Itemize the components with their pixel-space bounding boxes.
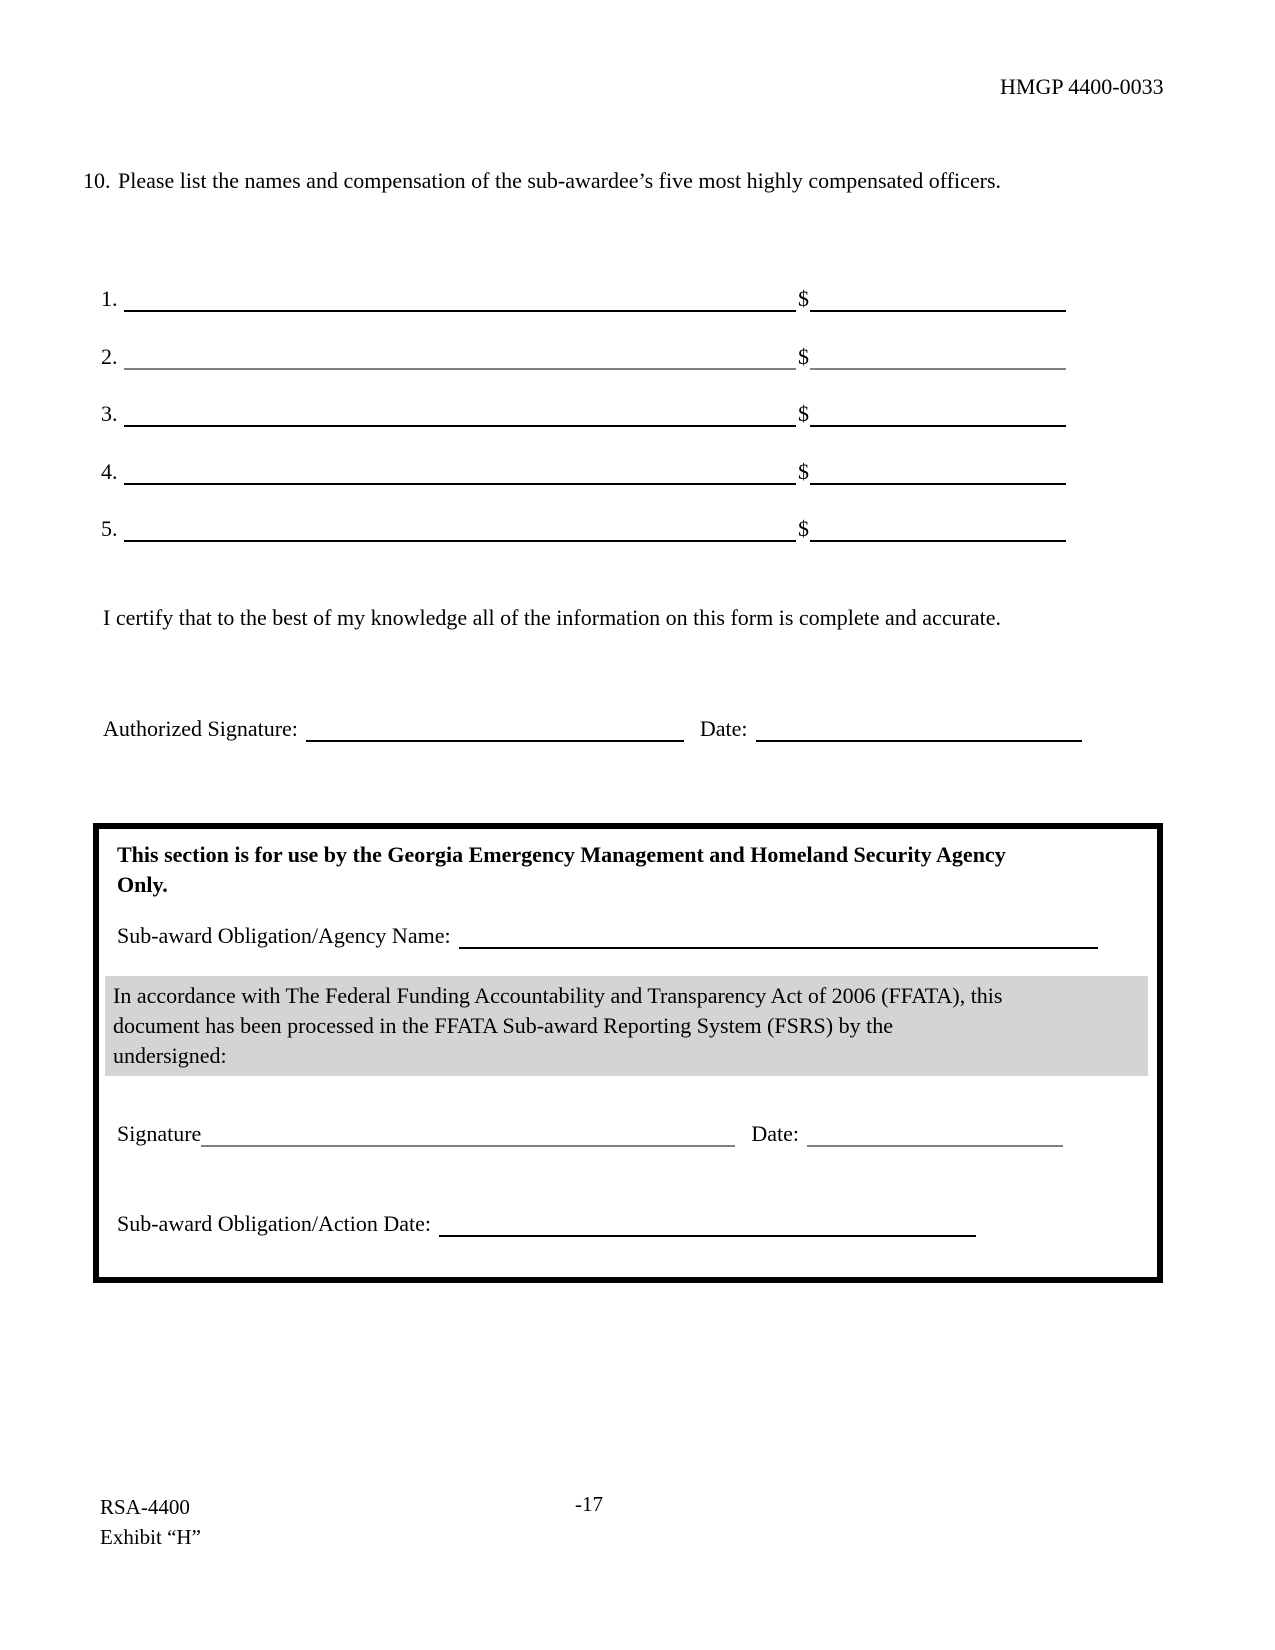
row-number: 4. bbox=[101, 459, 118, 484]
ffata-notice-line-2: document has been processed in the FFATA Sub-award Reporting System (FSRS) by the bbox=[113, 1013, 893, 1038]
row-number: 3. bbox=[101, 401, 118, 426]
officer-compensation-field-2[interactable] bbox=[810, 368, 1066, 370]
officer-name-field-4[interactable] bbox=[124, 483, 796, 485]
officer-name-field-5[interactable] bbox=[124, 540, 796, 542]
gema-signature-row bbox=[117, 1117, 1063, 1147]
agency-name-label: Sub-award Obligation/Agency Name: bbox=[117, 923, 451, 948]
question-number: 10. bbox=[83, 168, 111, 193]
gema-date-label: Date: bbox=[751, 1121, 799, 1146]
officer-row-1 bbox=[101, 282, 1066, 312]
gema-signature-field[interactable] bbox=[201, 1145, 735, 1147]
action-date-field[interactable] bbox=[439, 1235, 976, 1237]
dollar-sign: $ bbox=[798, 286, 809, 311]
authorized-signature-label: Authorized Signature: bbox=[103, 716, 298, 741]
gema-agency-use-section bbox=[93, 823, 1163, 1283]
authorized-date-field[interactable] bbox=[756, 740, 1082, 742]
footer-form-number: RSA-4400 bbox=[100, 1495, 190, 1519]
officer-name-field-2[interactable] bbox=[124, 368, 796, 370]
authorized-signature-row bbox=[103, 712, 1082, 742]
ffata-notice-line-1: In accordance with The Federal Funding Accountability and Transparency Act of 2006 (FFATA), this bbox=[113, 983, 1003, 1008]
gema-heading-line-1: This section is for use by the Georgia Emergency Management and Homeland Security Agency bbox=[117, 842, 1006, 867]
row-number: 1. bbox=[101, 286, 118, 311]
row-number: 2. bbox=[101, 344, 118, 369]
authorized-signature-field[interactable] bbox=[306, 740, 684, 742]
gema-date-field[interactable] bbox=[807, 1145, 1063, 1147]
agency-name-row bbox=[117, 919, 1098, 949]
gema-signature-label: Signature bbox=[117, 1121, 202, 1146]
officer-compensation-field-3[interactable] bbox=[810, 425, 1066, 427]
officer-compensation-field-5[interactable] bbox=[810, 540, 1066, 542]
dollar-sign: $ bbox=[798, 401, 809, 426]
obligation-action-date-row bbox=[117, 1207, 976, 1237]
footer-exhibit-label: Exhibit “H” bbox=[100, 1525, 201, 1549]
date-label: Date: bbox=[699, 716, 748, 741]
footer-form-id bbox=[100, 1492, 201, 1552]
question-10 bbox=[83, 168, 1193, 194]
question-text: Please list the names and compensation of the sub-awardee’s five most highly compensated officers. bbox=[118, 168, 1002, 193]
dollar-sign: $ bbox=[798, 459, 809, 484]
row-number: 5. bbox=[101, 516, 118, 541]
officer-row-4 bbox=[101, 455, 1066, 485]
footer-page-number: -17 bbox=[575, 1492, 603, 1516]
gema-heading-line-2: Only. bbox=[117, 872, 168, 897]
officer-name-field-3[interactable] bbox=[124, 425, 796, 427]
officer-name-field-1[interactable] bbox=[124, 310, 796, 312]
agency-name-field[interactable] bbox=[459, 947, 1098, 949]
officer-compensation-field-1[interactable] bbox=[810, 310, 1066, 312]
officer-compensation-field-4[interactable] bbox=[810, 483, 1066, 485]
form-reference-number: HMGP 4400-0033 bbox=[1000, 74, 1164, 99]
action-date-label: Sub-award Obligation/Action Date: bbox=[117, 1211, 432, 1236]
ffata-notice bbox=[105, 976, 1148, 1076]
officer-row-2 bbox=[101, 340, 1066, 370]
ffata-notice-line-3: undersigned: bbox=[113, 1043, 227, 1068]
officer-row-5 bbox=[101, 512, 1066, 542]
dollar-sign: $ bbox=[798, 344, 809, 369]
gema-section-heading bbox=[117, 840, 1127, 900]
certification-statement: I certify that to the best of my knowledge all of the information on this form is complete and accurate. bbox=[103, 605, 1002, 630]
dollar-sign: $ bbox=[798, 516, 809, 541]
officer-row-3 bbox=[101, 397, 1066, 427]
